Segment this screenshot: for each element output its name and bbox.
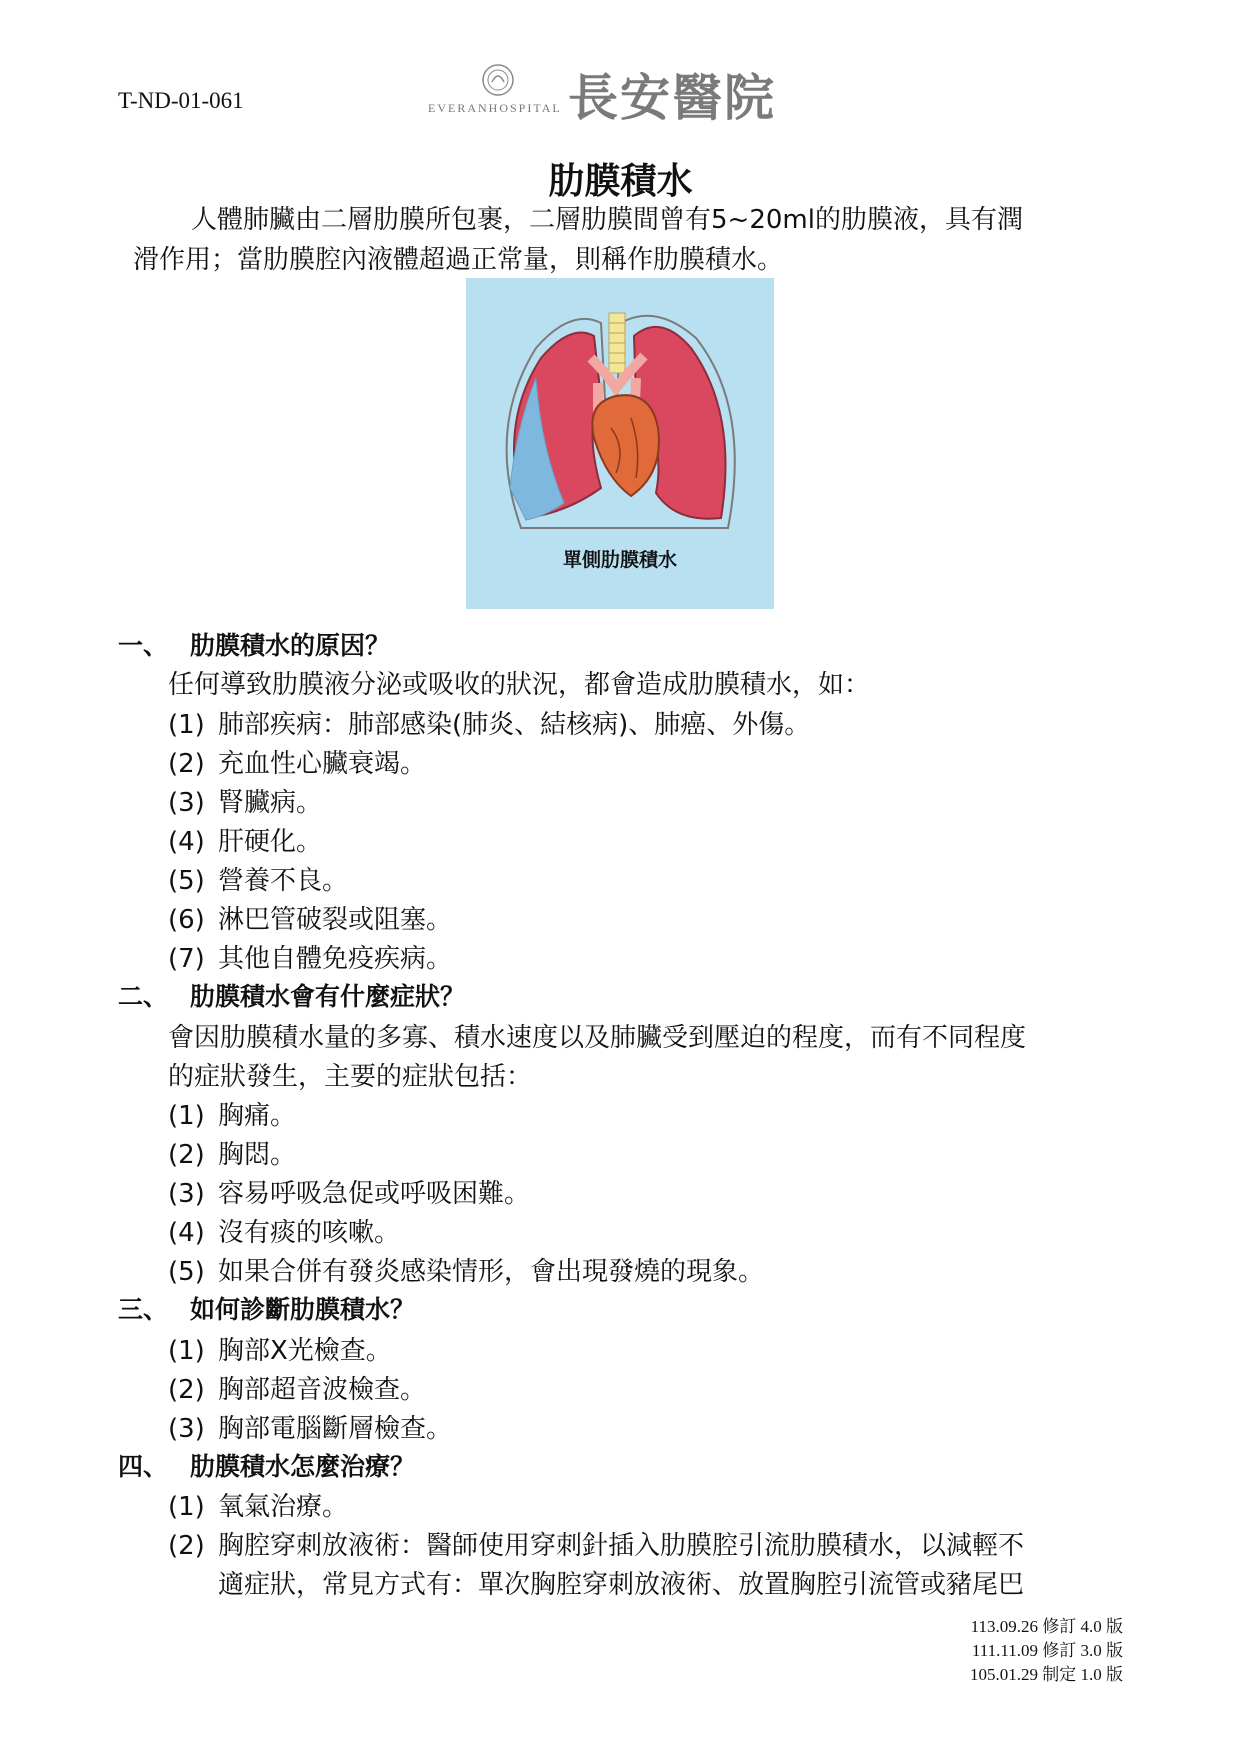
revision-line: 113.09.26 修訂 4.0 版 <box>970 1617 1123 1636</box>
list-item: (6) 淋巴管破裂或阻塞。 <box>168 905 453 935</box>
list-item: (1) 胸痛。 <box>168 1101 297 1131</box>
list-item: (7) 其他自體免疫疾病。 <box>168 944 453 974</box>
section-2-paragraph-line-2: 的症狀發生，主要的症狀包括： <box>168 1062 533 1092</box>
section-2-heading <box>118 977 465 1013</box>
section-number: 四、 <box>118 1452 169 1481</box>
list-item: (2) 充血性心臟衰竭。 <box>168 749 427 779</box>
page-title: 肋膜積水 <box>548 161 693 202</box>
intro-line-2: 滑作用；當肋膜腔內液體超過正常量，則稱作肋膜積水。 <box>133 245 784 275</box>
list-item: (2) 胸部超音波檢查。 <box>168 1375 427 1405</box>
list-item: (1) 胸部X光檢查。 <box>168 1336 392 1366</box>
list-item: (4) 沒有痰的咳嗽。 <box>168 1218 401 1248</box>
section-1-paragraph: 任何導致肋膜液分泌或吸收的狀況，都會造成肋膜積水，如： <box>168 670 871 700</box>
trachea-icon <box>609 313 625 373</box>
section-number: 三、 <box>118 1295 169 1324</box>
revision-line: 111.11.09 修訂 3.0 版 <box>971 1641 1123 1660</box>
revision-history <box>970 1615 1123 1687</box>
section-title: 肋膜積水的原因？ <box>190 631 391 660</box>
list-item-continuation: 適症狀，常見方式有：單次胸腔穿刺放液術、放置胸腔引流管或豬尾巴 <box>218 1570 1025 1600</box>
hospital-emblem-icon <box>478 60 518 100</box>
section-2-paragraph-line-1: 會因肋膜積水量的多寡、積水速度以及肺臟受到壓迫的程度，而有不同程度 <box>168 1023 1027 1053</box>
list-item: (5) 如果合併有發炎感染情形，會出現發燒的現象。 <box>168 1257 765 1287</box>
logo-english-name: EVERANHOSPITAL <box>428 101 562 115</box>
section-4-heading <box>118 1447 415 1483</box>
section-title: 肋膜積水會有什麼症狀？ <box>190 982 466 1011</box>
list-item: (5) 營養不良。 <box>168 866 349 896</box>
section-number: 二、 <box>118 982 169 1011</box>
list-item: (1) 氧氣治療。 <box>168 1492 349 1522</box>
list-item: (3) 容易呼吸急促或呼吸困難。 <box>168 1179 531 1209</box>
list-item: (4) 肝硬化。 <box>168 827 323 857</box>
list-item: (3) 腎臟病。 <box>168 788 323 818</box>
figure-caption: 單側肋膜積水 <box>562 549 678 571</box>
hospital-logo <box>428 58 828 127</box>
section-title: 如何診斷肋膜積水？ <box>190 1295 416 1324</box>
intro-line-1: 人體肺臟由二層肋膜所包裹，二層肋膜間曾有5~20ml的肋膜液，具有潤 <box>191 205 1023 235</box>
list-item: (2) 胸悶。 <box>168 1140 297 1170</box>
revision-line: 105.01.29 制定 1.0 版 <box>970 1665 1123 1684</box>
section-1-heading <box>118 626 390 662</box>
section-number: 一、 <box>118 631 169 660</box>
list-item: (3) 胸部電腦斷層檢查。 <box>168 1414 453 1444</box>
logo-chinese-name: 長安醫院 <box>568 69 776 127</box>
document-code: T-ND-01-061 <box>118 88 244 113</box>
section-3-heading <box>118 1290 415 1326</box>
list-item: (2) 胸腔穿刺放液術：醫師使用穿刺針插入肋膜腔引流肋膜積水，以減輕不 <box>168 1531 1025 1561</box>
list-item: (1) 肺部疾病：肺部感染(肺炎、結核病)、肺癌、外傷。 <box>168 710 811 740</box>
lung-illustration <box>466 278 774 609</box>
section-title: 肋膜積水怎麼治療？ <box>190 1452 416 1481</box>
intro-paragraph <box>133 200 1123 280</box>
